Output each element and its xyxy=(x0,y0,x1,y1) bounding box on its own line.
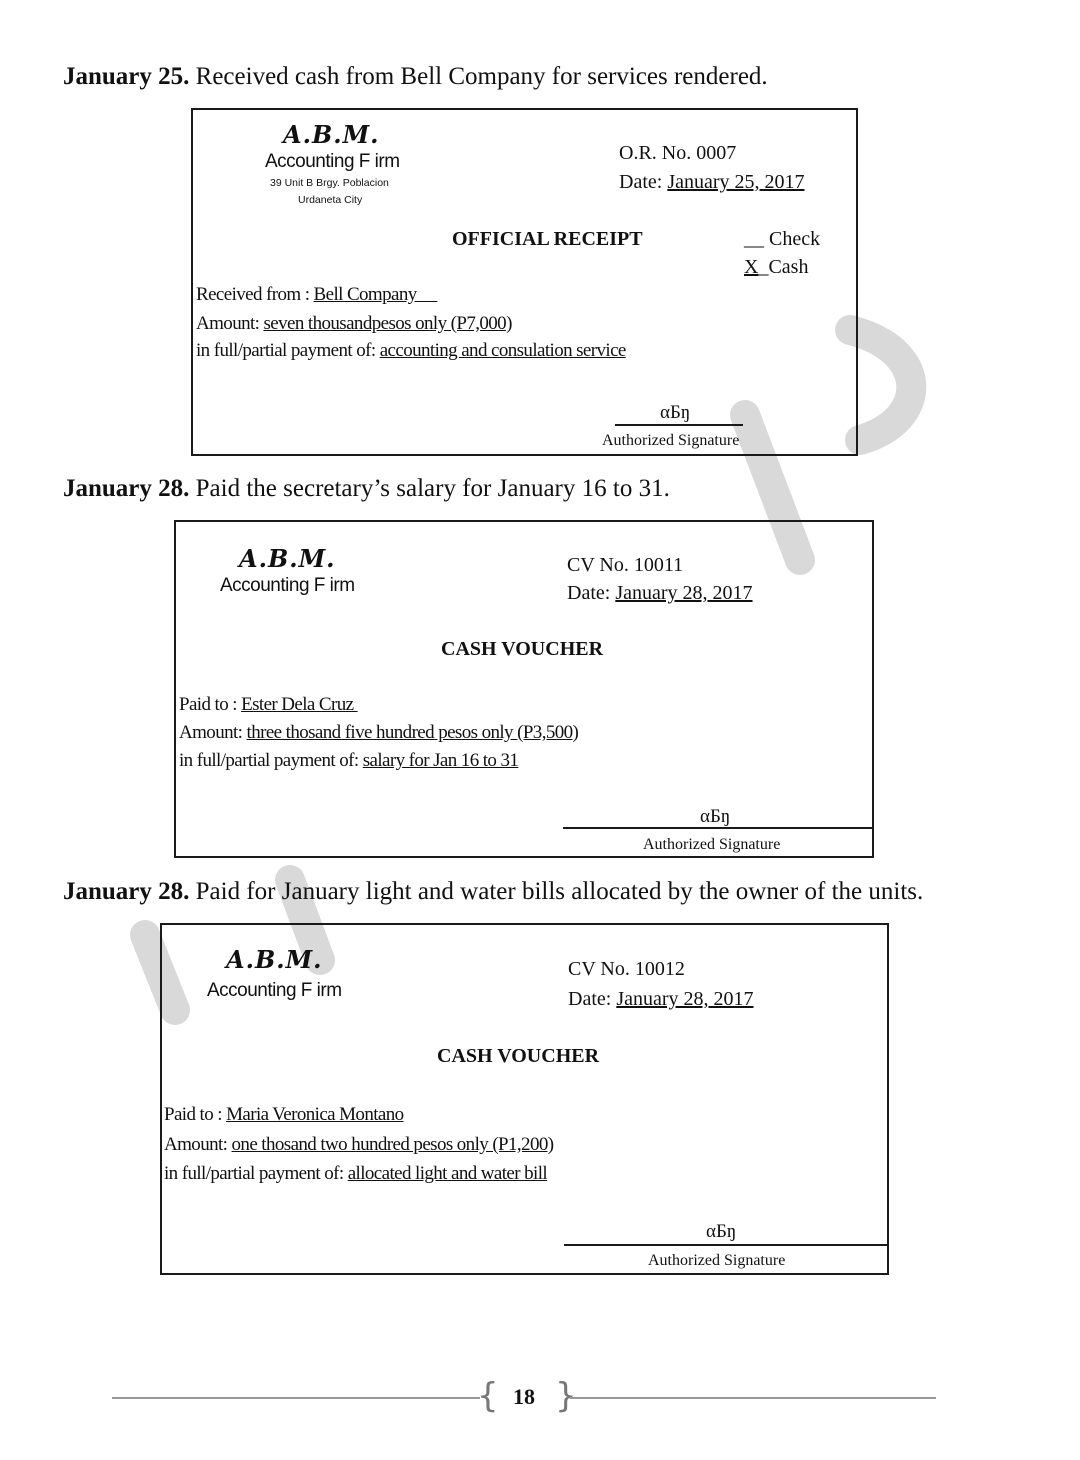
received-from-value: Bell Company xyxy=(313,284,438,305)
receipt-number: O.R. No. 0007 xyxy=(619,142,737,164)
signature-label: Authorized Signature xyxy=(643,836,781,853)
paid-to-row xyxy=(164,1104,404,1126)
footer-bracket-left: { xyxy=(477,1376,499,1416)
date-label: Date: xyxy=(568,988,617,1010)
footer-bracket-right: } xyxy=(555,1376,577,1416)
page-number: 18 xyxy=(513,1384,535,1409)
firm-logo: A.B.M. xyxy=(226,945,323,974)
cash-option xyxy=(744,256,808,279)
date-value: January 28, 2017 xyxy=(615,582,753,604)
entry-date: January 25. xyxy=(63,63,190,90)
paid-to-value: Ester Dela Cruz xyxy=(241,694,358,715)
firm-logo: A.B.M. xyxy=(239,544,336,573)
voucher-date xyxy=(567,582,753,605)
cash-mark: X xyxy=(744,256,759,278)
payment-row xyxy=(196,340,626,362)
entry-description: Paid the secretary’s salary for January 16 to 31. xyxy=(189,475,670,502)
payment-value: salary for Jan 16 to 31 xyxy=(362,750,519,771)
firm-address-line2: Urdaneta City xyxy=(298,194,363,206)
date-label: Date: xyxy=(567,582,616,604)
signature-label: Authorized Signature xyxy=(648,1252,786,1269)
entry-heading xyxy=(63,877,923,907)
form-title: OFFICIAL RECEIPT xyxy=(452,228,643,250)
amount-value: one thosand two hundred pesos only (P1,200) xyxy=(231,1134,554,1155)
signature: αБŋ xyxy=(700,806,731,827)
received-from-row xyxy=(196,284,437,306)
firm-name: Accounting F irm xyxy=(207,980,342,1001)
official-receipt-form xyxy=(191,108,858,456)
received-from-label: Received from : xyxy=(196,284,314,305)
entry-date: January 28. xyxy=(63,878,190,905)
footer-rule-left xyxy=(112,1397,480,1399)
voucher-date xyxy=(568,988,754,1011)
check-option: __ Check xyxy=(744,228,821,250)
firm-name: Accounting F irm xyxy=(220,575,355,596)
entry-description: Paid for January light and water bills allocated by the owner of the units. xyxy=(189,878,924,905)
payment-value: accounting and consulation service xyxy=(379,340,626,361)
entry-heading xyxy=(63,474,670,504)
firm-address-line1: 39 Unit B Brgy. Poblacion xyxy=(270,177,389,189)
paid-to-row xyxy=(179,694,358,716)
payment-label: in full/partial payment of: xyxy=(196,340,380,361)
signature: αБŋ xyxy=(660,402,691,423)
amount-label: Amount: xyxy=(196,313,264,334)
cash-voucher-form xyxy=(174,520,874,858)
amount-value: seven thousandpesos only (P7,000) xyxy=(263,313,512,334)
signature-label: Authorized Signature xyxy=(602,432,740,449)
amount-row xyxy=(164,1134,554,1156)
date-value: January 25, 2017 xyxy=(667,171,805,193)
payment-label: in full/partial payment of: xyxy=(179,750,363,771)
paid-to-label: Paid to : xyxy=(179,694,242,715)
amount-row xyxy=(196,313,512,335)
paid-to-value: Maria Veronica Montano xyxy=(226,1104,404,1125)
signature-line xyxy=(615,424,743,426)
voucher-number: CV No. 10011 xyxy=(567,554,684,576)
paid-to-label: Paid to : xyxy=(164,1104,227,1125)
payment-label: in full/partial payment of: xyxy=(164,1163,348,1184)
signature-line xyxy=(564,1244,887,1246)
firm-name: Accounting F irm xyxy=(265,151,400,172)
payment-value: allocated light and water bill xyxy=(347,1163,548,1184)
cash-voucher-form xyxy=(160,923,889,1275)
date-value: January 28, 2017 xyxy=(616,988,754,1010)
amount-value: three thosand five hundred pesos only (P3,500) xyxy=(246,722,579,743)
form-title: CASH VOUCHER xyxy=(441,638,604,660)
payment-row xyxy=(164,1163,547,1185)
form-title: CASH VOUCHER xyxy=(437,1045,600,1067)
payment-row xyxy=(179,750,518,772)
amount-row xyxy=(179,722,578,744)
signature: αБŋ xyxy=(706,1221,737,1242)
receipt-date xyxy=(619,171,805,194)
voucher-number: CV No. 10012 xyxy=(568,958,685,980)
entry-heading xyxy=(63,62,768,92)
cash-option-label: _Cash xyxy=(758,256,809,278)
entry-date: January 28. xyxy=(63,475,190,502)
entry-description: Received cash from Bell Company for services rendered. xyxy=(189,63,768,90)
date-label: Date: xyxy=(619,171,668,193)
firm-logo: A.B.M. xyxy=(283,120,380,149)
footer-rule-right xyxy=(570,1397,936,1399)
signature-line xyxy=(563,827,872,829)
amount-label: Amount: xyxy=(164,1134,232,1155)
amount-label: Amount: xyxy=(179,722,247,743)
